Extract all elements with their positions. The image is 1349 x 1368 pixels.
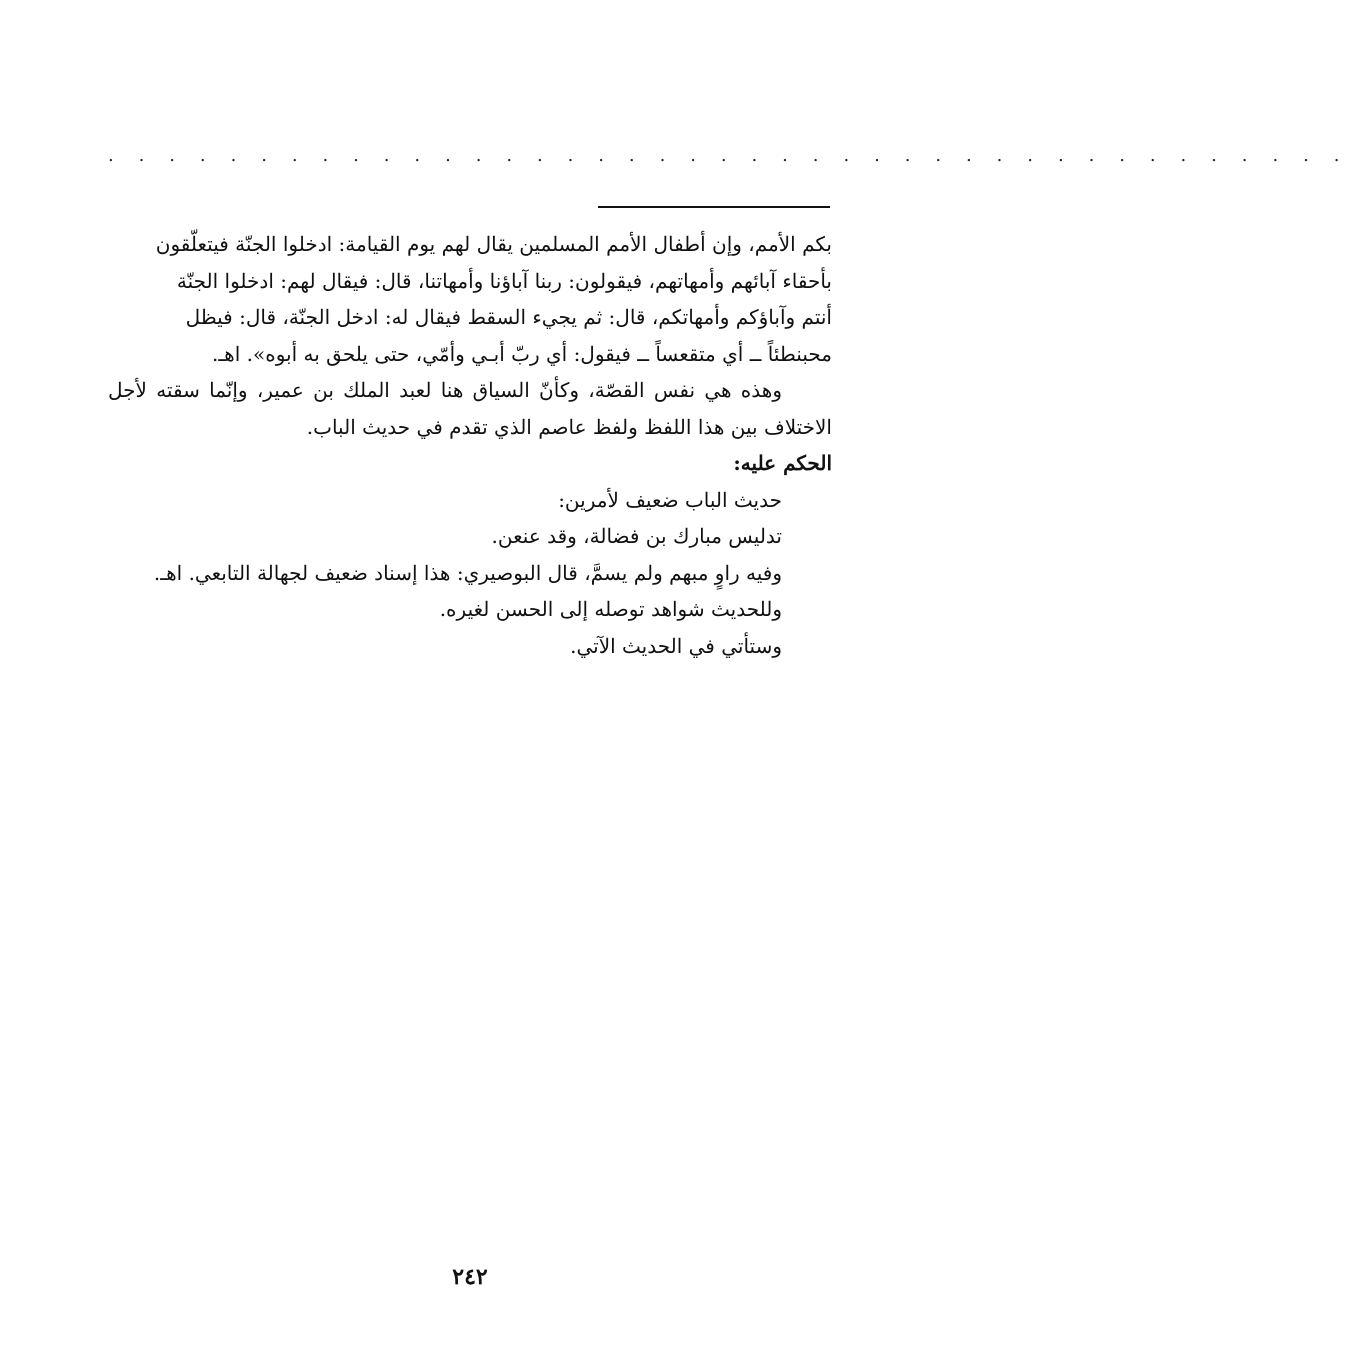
text-line: بأحقاء آبائهم وأمهاتهم، فيقولون: ربنا آباؤنا وأمهاتنا، قال: فيقال لهم: ادخلوا الجنّة [176, 268, 832, 293]
dotted-separator: . . . . . . . . . . . . . . . . . . . . . . . . . . . . . . . . . . . . . . . . . [108, 145, 1349, 166]
footnote-rule [598, 206, 830, 208]
text-line: بكم الأمم، وإن أطفال الأمم المسلمين يقال لهم يوم القيامة: ادخلوا الجنّة فيتعلّقون [155, 232, 832, 256]
reason-one: تدليس مبارك بن فضالة، وقد عنعن. [491, 524, 782, 548]
ruling-intro: حديث الباب ضعيف لأمرين: [558, 487, 782, 512]
witnesses-paragraph: وللحديث شواهد توصله إلى الحسن لغيره. [439, 597, 782, 621]
coming-paragraph: وستأتي في الحديث الآتي. [570, 633, 782, 658]
section-heading-ruling: الحكم عليه: [733, 451, 832, 475]
text-line: أنتم وآباؤكم وأمهاتكم، قال: ثم يجيء السقط فيقال له: ادخل الجنّة، قال: فيظل [185, 305, 832, 329]
page-number: ٢٤٢ [452, 1264, 488, 1290]
reason-two: وفيه راوٍ مبهم ولم يسمَّ، قال البوصيري: هذا إسناد ضعيف لجهالة التابعي. اهـ. [153, 560, 782, 585]
text-line: محبنطئاً ــ أي متقعساً ــ فيقول: أي ربّ أبـي وأمّي، حتى يلحق به أبوه». اهـ. [211, 341, 832, 366]
paragraph-same-story: وهذه هي نفس القصّة، وكأنّ السياق هنا لعبد الملك بن عمير، وإنّما سقته لأجل الاختلاف بين هذا اللفظ ولفظ عاصم الذي تقدم في حديث الباب. [108, 378, 832, 439]
page-body [108, 226, 832, 664]
footnote-continuation [108, 226, 832, 372]
